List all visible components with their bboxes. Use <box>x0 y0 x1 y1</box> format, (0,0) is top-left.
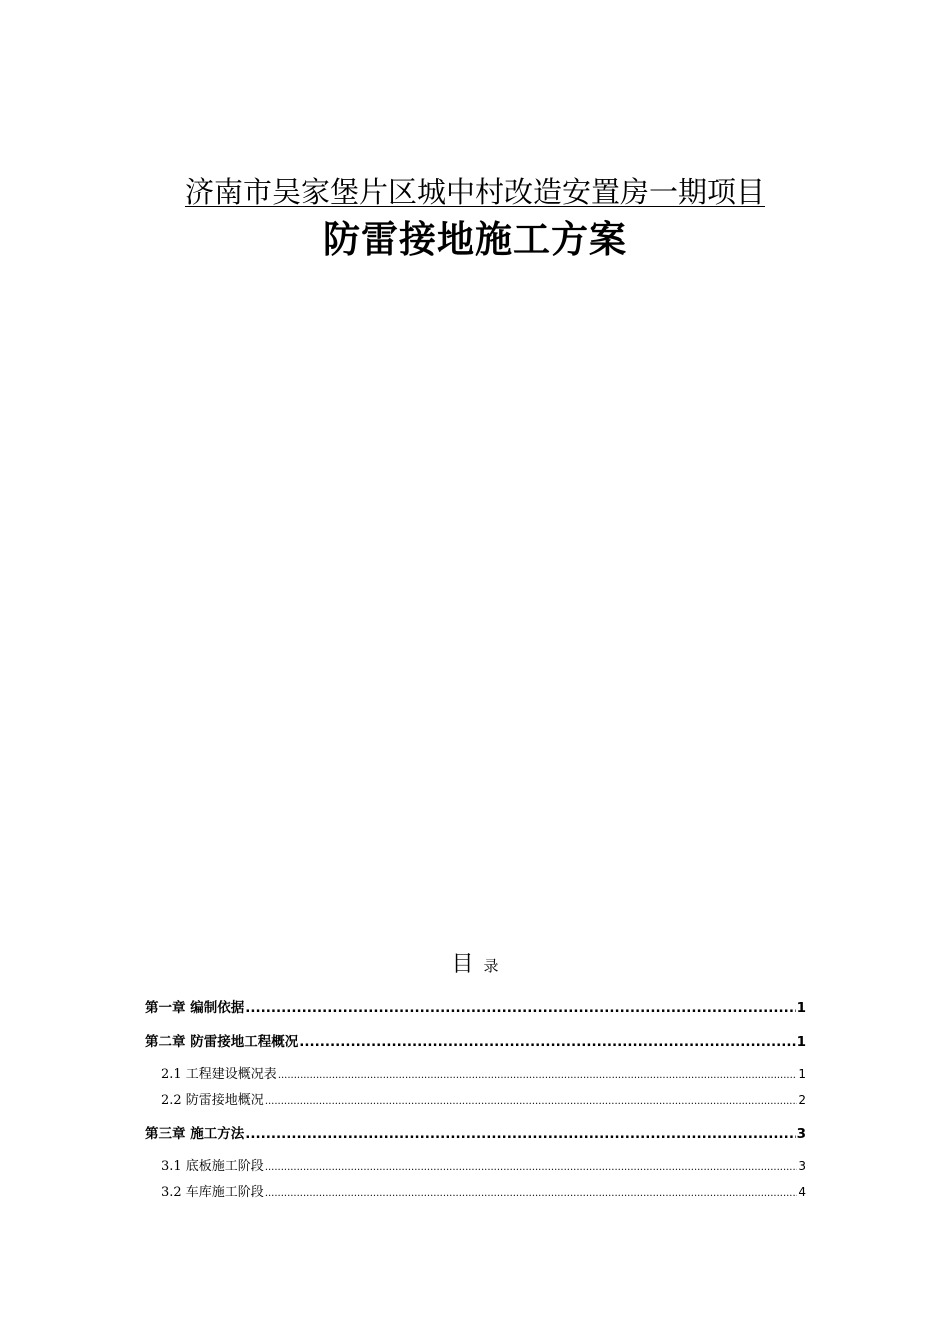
toc-entry-label: 第一章 编制依据 <box>145 1000 245 1016</box>
toc-heading-small: 录 <box>483 957 499 975</box>
toc-entry-chapter-3[interactable] <box>145 1122 806 1156</box>
toc-entry-page: 2 <box>798 1093 806 1107</box>
toc-entry-label: 3.1 底板施工阶段 <box>161 1159 264 1174</box>
toc-leader-dots <box>265 1158 798 1178</box>
toc-entry-page: 1 <box>796 1034 806 1050</box>
toc-entry-page: 1 <box>798 1067 806 1081</box>
toc-entry-page: 4 <box>798 1185 806 1199</box>
toc-entry-section-3-1[interactable] <box>145 1156 806 1182</box>
toc-entry-label: 2.1 工程建设概况表 <box>161 1067 277 1082</box>
document-title: 防雷接地施工方案 <box>323 217 627 261</box>
toc-entry-label: 第二章 防雷接地工程概况 <box>145 1034 299 1050</box>
project-title: 济南市吴家堡片区城中村改造安置房一期项目 <box>184 175 765 209</box>
toc-entry-page: 3 <box>798 1159 806 1173</box>
toc-entry-label: 2.2 防雷接地概况 <box>161 1093 264 1108</box>
toc-entry-section-3-2[interactable] <box>145 1182 806 1208</box>
toc-leader-dots <box>299 1030 795 1054</box>
toc-entry-section-2-2[interactable] <box>145 1090 806 1122</box>
toc-heading-main: 目 <box>451 952 474 977</box>
toc-leader-dots <box>278 1066 798 1086</box>
toc-leader-dots <box>265 1184 798 1204</box>
toc-entry-chapter-2[interactable] <box>145 1030 806 1064</box>
toc-entry-section-2-1[interactable] <box>145 1064 806 1090</box>
table-of-contents <box>145 996 806 1208</box>
toc-leader-dots <box>245 1122 795 1146</box>
toc-entry-page: 3 <box>796 1126 806 1142</box>
toc-entry-label: 第三章 施工方法 <box>145 1126 245 1142</box>
toc-entry-label: 3.2 车库施工阶段 <box>161 1185 264 1200</box>
toc-entry-page: 1 <box>796 1000 806 1016</box>
toc-entry-chapter-1[interactable] <box>145 996 806 1030</box>
toc-heading <box>0 950 950 981</box>
toc-leader-dots <box>245 996 795 1020</box>
toc-leader-dots <box>265 1092 798 1112</box>
